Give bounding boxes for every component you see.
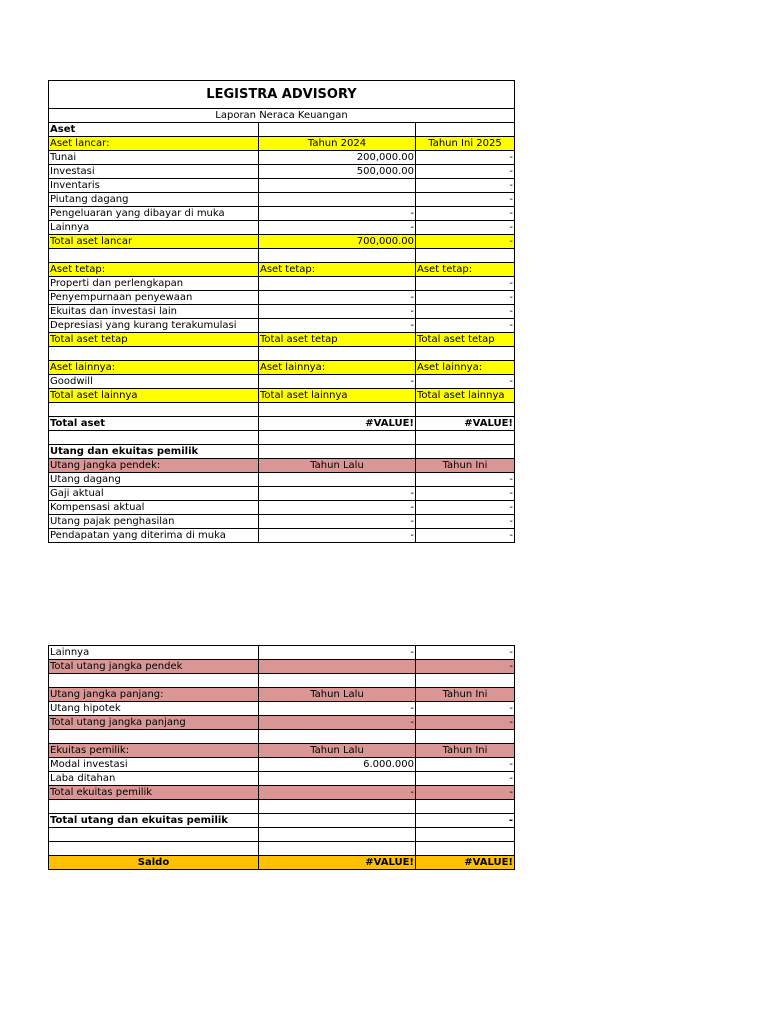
empty-cell[interactable]: [259, 674, 416, 688]
table-cell[interactable]: -: [416, 501, 515, 515]
table-cell[interactable]: Total utang jangka panjang: [49, 716, 259, 730]
empty-cell[interactable]: [416, 674, 515, 688]
empty-cell[interactable]: [259, 249, 416, 263]
table-cell[interactable]: [259, 772, 416, 786]
empty-cell[interactable]: [49, 403, 259, 417]
empty-cell[interactable]: [416, 730, 515, 744]
table-cell[interactable]: Tahun Lalu: [259, 744, 416, 758]
table-cell[interactable]: -: [259, 501, 416, 515]
empty-row: [49, 842, 515, 856]
empty-cell[interactable]: [259, 828, 416, 842]
table-cell[interactable]: Properti dan perlengkapan: [49, 277, 259, 291]
table-cell[interactable]: Tahun 2024: [259, 137, 416, 151]
table-cell[interactable]: Aset tetap:: [416, 263, 515, 277]
empty-row: [49, 403, 515, 417]
total-current-assets-row: [49, 235, 515, 249]
empty-cell[interactable]: [416, 445, 515, 459]
table-cell[interactable]: -: [259, 702, 416, 716]
empty-cell[interactable]: [416, 828, 515, 842]
liabilities-heading[interactable]: Utang dan ekuitas pemilik: [49, 445, 259, 459]
table-row: [49, 529, 515, 543]
table-cell[interactable]: -: [416, 702, 515, 716]
report-title[interactable]: LEGISTRA ADVISORY: [49, 81, 515, 109]
table-cell[interactable]: #VALUE!: [416, 417, 515, 431]
table-row: [49, 487, 515, 501]
balance-sheet-page-1: [48, 80, 515, 543]
equity-header-row: [49, 744, 515, 758]
table-cell[interactable]: 6.000.000: [259, 758, 416, 772]
table-cell[interactable]: Tahun Lalu: [259, 688, 416, 702]
table-cell[interactable]: Total aset lainnya: [416, 389, 515, 403]
table-cell[interactable]: -: [259, 716, 416, 730]
table-cell[interactable]: #VALUE!: [259, 856, 416, 870]
empty-cell[interactable]: [49, 347, 259, 361]
empty-cell[interactable]: [49, 431, 259, 445]
table-row: [49, 758, 515, 772]
table-cell[interactable]: Gaji aktual: [49, 487, 259, 501]
empty-cell[interactable]: [416, 403, 515, 417]
table-row: [49, 291, 515, 305]
table-cell[interactable]: Aset lainnya:: [416, 361, 515, 375]
table-cell[interactable]: -: [259, 221, 416, 235]
empty-cell[interactable]: [416, 123, 515, 137]
table-row: [49, 193, 515, 207]
table-cell[interactable]: [259, 814, 416, 828]
empty-cell[interactable]: [49, 842, 259, 856]
table-row: [49, 179, 515, 193]
table-cell[interactable]: -: [416, 277, 515, 291]
table-cell[interactable]: Penyempurnaan penyewaan: [49, 291, 259, 305]
table-cell[interactable]: Total aset tetap: [259, 333, 416, 347]
balance-row: [49, 856, 515, 870]
table-cell[interactable]: -: [416, 786, 515, 800]
title-row: [49, 81, 515, 109]
table-cell[interactable]: -: [416, 375, 515, 389]
table-cell[interactable]: -: [259, 305, 416, 319]
table-cell[interactable]: Utang pajak penghasilan: [49, 515, 259, 529]
empty-cell[interactable]: [416, 249, 515, 263]
table-cell[interactable]: -: [259, 291, 416, 305]
total-long-term-row: [49, 716, 515, 730]
empty-row: [49, 674, 515, 688]
table-cell[interactable]: -: [416, 319, 515, 333]
current-assets-header-row: [49, 137, 515, 151]
empty-cell[interactable]: [416, 842, 515, 856]
table-cell[interactable]: Pendapatan yang diterima di muka: [49, 529, 259, 543]
total-assets-row: [49, 417, 515, 431]
empty-cell[interactable]: [416, 431, 515, 445]
table-cell[interactable]: Inventaris: [49, 179, 259, 193]
empty-cell[interactable]: [259, 445, 416, 459]
table-cell[interactable]: Total aset lainnya: [259, 389, 416, 403]
table-cell[interactable]: -: [259, 319, 416, 333]
table-cell[interactable]: [259, 179, 416, 193]
table-cell[interactable]: #VALUE!: [416, 856, 515, 870]
table-cell[interactable]: [259, 277, 416, 291]
table-cell[interactable]: -: [416, 772, 515, 786]
table-cell[interactable]: Ekuitas pemilik:: [49, 744, 259, 758]
table-cell[interactable]: Tunai: [49, 151, 259, 165]
short-term-header-row: [49, 459, 515, 473]
table-cell[interactable]: Lainnya: [49, 221, 259, 235]
total-liabilities-equity-row: [49, 814, 515, 828]
table-cell[interactable]: [259, 660, 416, 674]
empty-row: [49, 347, 515, 361]
table-cell[interactable]: #VALUE!: [259, 417, 416, 431]
table-cell[interactable]: Modal investasi: [49, 758, 259, 772]
table-cell[interactable]: -: [259, 207, 416, 221]
table-cell[interactable]: -: [416, 179, 515, 193]
table-row: [49, 221, 515, 235]
table-row: [49, 515, 515, 529]
table-cell[interactable]: Lainnya: [49, 646, 259, 660]
empty-row: [49, 730, 515, 744]
table-cell[interactable]: Utang jangka panjang:: [49, 688, 259, 702]
empty-cell[interactable]: [259, 123, 416, 137]
empty-row: [49, 828, 515, 842]
table-cell[interactable]: -: [259, 786, 416, 800]
table-cell[interactable]: -: [416, 716, 515, 730]
total-fixed-assets-row: [49, 333, 515, 347]
table-row: [49, 305, 515, 319]
empty-cell[interactable]: [416, 347, 515, 361]
table-cell[interactable]: Total aset lancar: [49, 235, 259, 249]
table-row: [49, 151, 515, 165]
table-row: [49, 501, 515, 515]
table-row: [49, 772, 515, 786]
table-cell[interactable]: -: [416, 207, 515, 221]
balance-sheet-page-2: [48, 645, 515, 870]
table-cell[interactable]: -: [416, 193, 515, 207]
table-cell[interactable]: Aset lainnya:: [259, 361, 416, 375]
table-cell[interactable]: 700,000.00: [259, 235, 416, 249]
table-cell[interactable]: -: [416, 487, 515, 501]
total-equity-row: [49, 786, 515, 800]
table-cell[interactable]: -: [416, 814, 515, 828]
table-cell[interactable]: Total ekuitas pemilik: [49, 786, 259, 800]
table-cell[interactable]: -: [416, 515, 515, 529]
table-cell[interactable]: Tahun Ini 2025: [416, 137, 515, 151]
table-cell[interactable]: -: [416, 235, 515, 249]
table-cell[interactable]: -: [416, 221, 515, 235]
total-short-term-row: [49, 660, 515, 674]
table-cell[interactable]: Utang jangka pendek:: [49, 459, 259, 473]
table-row: [49, 702, 515, 716]
table-cell[interactable]: -: [416, 646, 515, 660]
table-cell[interactable]: Total aset: [49, 417, 259, 431]
empty-cell[interactable]: [49, 800, 259, 814]
empty-row: [49, 800, 515, 814]
table-cell[interactable]: Tahun Lalu: [259, 459, 416, 473]
total-other-assets-row: [49, 389, 515, 403]
table-cell[interactable]: Piutang dagang: [49, 193, 259, 207]
table-cell[interactable]: -: [259, 515, 416, 529]
empty-cell[interactable]: [49, 249, 259, 263]
table-cell[interactable]: -: [416, 291, 515, 305]
long-term-header-row: [49, 688, 515, 702]
table-cell[interactable]: Total aset tetap: [49, 333, 259, 347]
table-cell[interactable]: Laba ditahan: [49, 772, 259, 786]
table-cell[interactable]: -: [259, 375, 416, 389]
table-cell[interactable]: Depresiasi yang kurang terakumulasi: [49, 319, 259, 333]
subtitle-row: [49, 109, 515, 123]
section-heading-row: [49, 123, 515, 137]
table-cell[interactable]: Aset tetap:: [49, 263, 259, 277]
assets-heading[interactable]: Aset: [49, 123, 259, 137]
table-row: [49, 207, 515, 221]
table-row: [49, 646, 515, 660]
empty-cell[interactable]: [49, 674, 259, 688]
empty-cell[interactable]: [259, 800, 416, 814]
table-cell[interactable]: [259, 193, 416, 207]
empty-cell[interactable]: [416, 800, 515, 814]
table-cell[interactable]: -: [416, 473, 515, 487]
empty-cell[interactable]: [49, 730, 259, 744]
empty-row: [49, 249, 515, 263]
table-cell[interactable]: -: [259, 487, 416, 501]
table-cell[interactable]: Utang dagang: [49, 473, 259, 487]
table-cell[interactable]: Goodwill: [49, 375, 259, 389]
table-cell[interactable]: -: [416, 165, 515, 179]
table-cell[interactable]: -: [416, 529, 515, 543]
table-row: [49, 277, 515, 291]
table-cell[interactable]: Investasi: [49, 165, 259, 179]
table-row: [49, 375, 515, 389]
empty-cell[interactable]: [259, 431, 416, 445]
report-subtitle[interactable]: Laporan Neraca Keuangan: [49, 109, 515, 123]
empty-cell[interactable]: [259, 347, 416, 361]
table-cell[interactable]: Aset lainnya:: [49, 361, 259, 375]
other-assets-header-row: [49, 361, 515, 375]
table-cell[interactable]: Total utang dan ekuitas pemilik: [49, 814, 259, 828]
table-cell[interactable]: -: [416, 305, 515, 319]
table-cell[interactable]: Utang hipotek: [49, 702, 259, 716]
table-cell[interactable]: -: [416, 151, 515, 165]
empty-cell[interactable]: [259, 403, 416, 417]
table-cell[interactable]: Kompensasi aktual: [49, 501, 259, 515]
table-row: [49, 473, 515, 487]
table-cell[interactable]: Aset lancar:: [49, 137, 259, 151]
table-cell[interactable]: Pengeluaran yang dibayar di muka: [49, 207, 259, 221]
empty-row: [49, 431, 515, 445]
table-cell[interactable]: [259, 473, 416, 487]
table-cell[interactable]: -: [416, 758, 515, 772]
table-cell[interactable]: Total aset lainnya: [49, 389, 259, 403]
empty-cell[interactable]: [259, 842, 416, 856]
table-cell[interactable]: -: [416, 660, 515, 674]
fixed-assets-header-row: [49, 263, 515, 277]
table-cell[interactable]: Saldo: [49, 856, 259, 870]
table-cell[interactable]: Tahun Ini: [416, 744, 515, 758]
section-heading-row: [49, 445, 515, 459]
table-cell[interactable]: Tahun Ini: [416, 688, 515, 702]
table-cell[interactable]: Total aset tetap: [416, 333, 515, 347]
table-cell[interactable]: -: [259, 529, 416, 543]
table-cell[interactable]: 500,000.00: [259, 165, 416, 179]
table-cell[interactable]: Aset tetap:: [259, 263, 416, 277]
table-cell[interactable]: Tahun Ini: [416, 459, 515, 473]
table-row: [49, 165, 515, 179]
empty-cell[interactable]: [49, 828, 259, 842]
table-cell[interactable]: Total utang jangka pendek: [49, 660, 259, 674]
table-row: [49, 319, 515, 333]
table-cell[interactable]: Ekuitas dan investasi lain: [49, 305, 259, 319]
table-cell[interactable]: 200,000.00: [259, 151, 416, 165]
empty-cell[interactable]: [259, 730, 416, 744]
table-cell[interactable]: -: [259, 646, 416, 660]
